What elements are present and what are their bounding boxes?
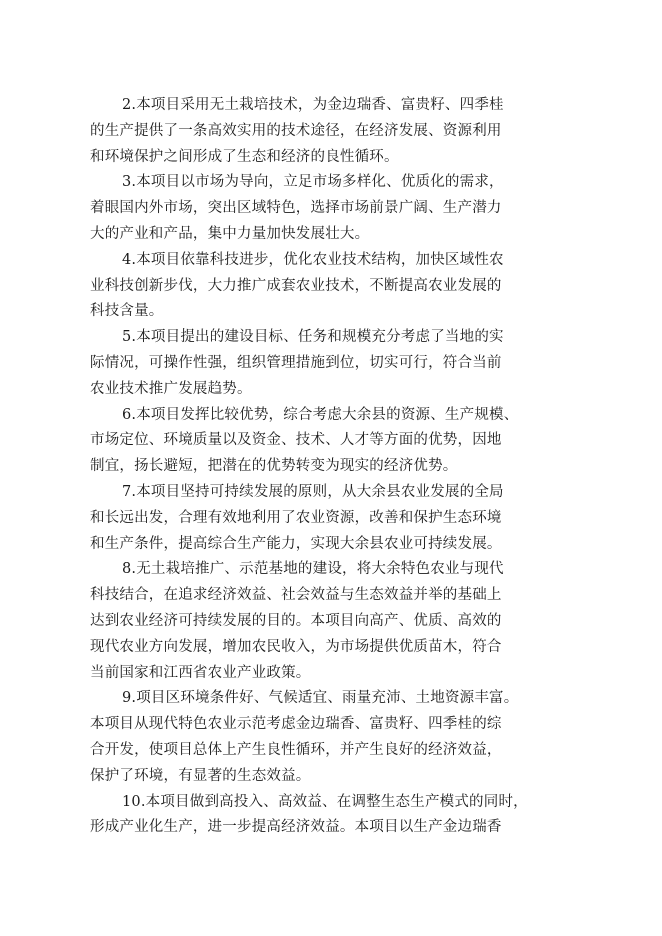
paragraph-line: 9.项目区环境条件好、气候适宜、雨量充沛、土地资源丰富。 (122, 690, 519, 707)
document-body (90, 93, 580, 841)
paragraph-4 (90, 248, 580, 325)
paragraph-9 (90, 686, 580, 789)
paragraph-line: 达到农业经济可持续发展的目的。本项目向高产、优质、高效的 (90, 612, 502, 629)
paragraph-line: 的生产提供了一条高效实用的技术途径，在经济发展、资源利用 (90, 122, 502, 139)
paragraph-3 (90, 170, 580, 247)
paragraph-line: 制宜，扬长避短，把潜在的优势转变为现实的经济优势。 (90, 458, 458, 475)
paragraph-line: 现代农业方向发展，增加农民收入，为市场提供优质苗木，符合 (90, 638, 502, 655)
paragraph-8 (90, 557, 580, 686)
paragraph-line: 2.本项目采用无土栽培技术，为金边瑞香、富贵籽、四季桂 (122, 97, 504, 113)
paragraph-line: 科技含量。 (90, 303, 164, 320)
paragraph-line: 业科技创新步伐，大力推广成套农业技术，不断提高农业发展的 (90, 277, 502, 294)
paragraph-line: 合开发，使项目总体上产生良性循环，并产生良好的经济效益， (90, 741, 502, 758)
paragraph-7 (90, 480, 580, 557)
paragraph-line: 10.本项目做到高投入、高效益、在调整生态生产模式的同时， (122, 793, 528, 810)
paragraph-line: 7.本项目坚持可持续发展的原则，从大余县农业发展的全局 (122, 483, 504, 500)
paragraph-line: 和生产条件，提高综合生产能力，实现大余县农业可持续发展。 (90, 535, 502, 552)
paragraph-line: 3.本项目以市场为导向，立足市场多样化、优质化的需求， (122, 174, 504, 191)
paragraph-5 (90, 325, 580, 402)
paragraph-line: 和环境保护之间形成了生态和经济的良性循环。 (90, 148, 399, 165)
paragraph-6 (90, 403, 580, 480)
paragraph-line: 8.无土栽培推广、示范基地的建设，将大余特色农业与现代 (122, 561, 504, 578)
paragraph-line: 保护了环境，有显著的生态效益。 (90, 767, 311, 784)
paragraph-line: 市场定位、环境质量以及资金、技术、人才等方面的优势，因地 (90, 432, 502, 449)
paragraph-line: 本项目从现代特色农业示范考虑金边瑞香、富贵籽、四季桂的综 (90, 716, 502, 733)
paragraph-line: 5.本项目提出的建设目标、任务和规模充分考虑了当地的实 (122, 329, 504, 346)
paragraph-line: 大的产业和产品，集中力量加快发展壮大。 (90, 225, 370, 242)
paragraph-line: 科技结合，在追求经济效益、社会效益与生态效益并举的基础上 (90, 587, 502, 604)
paragraph-line: 和长远出发，合理有效地利用了农业资源，改善和保护生态环境 (90, 509, 502, 526)
paragraph-line: 当前国家和江西省农业产业政策。 (90, 664, 311, 681)
paragraph-line: 农业技术推广发展趋势。 (90, 380, 252, 397)
paragraph-line: 着眼国内外市场，突出区域特色，选择市场前景广阔、生产潜力 (90, 200, 502, 217)
paragraph-line: 4.本项目依靠科技进步，优化农业技术结构，加快区域性农 (122, 251, 504, 268)
paragraph-line: 6.本项目发挥比较优势，综合考虑大余县的资源、生产规模、 (122, 406, 519, 423)
paragraph-line: 形成产业化生产，进一步提高经济效益。本项目以生产金边瑞香 (90, 819, 502, 836)
paragraph-2 (90, 93, 580, 170)
paragraph-10 (90, 790, 580, 842)
paragraph-line: 际情况，可操作性强，组织管理措施到位，切实可行，符合当前 (90, 354, 502, 371)
